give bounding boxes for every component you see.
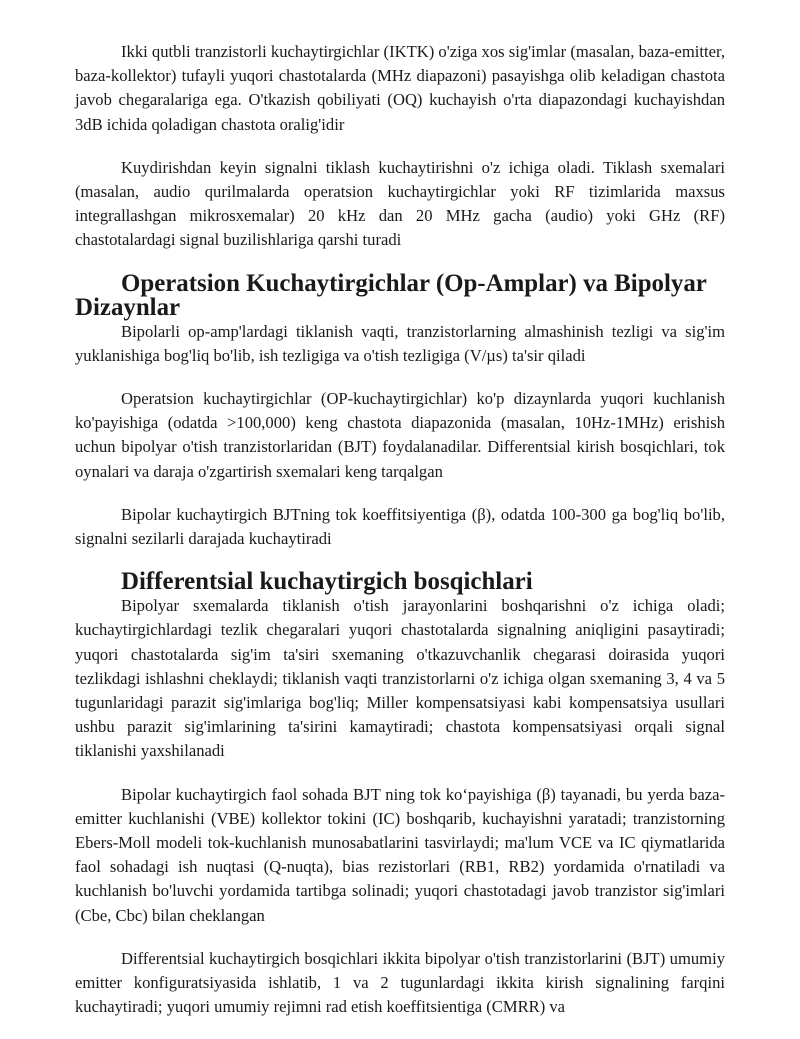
paragraph-op-amp-gain: Operatsion kuchaytirgichlar (OP-kuchaytirgichlar) ko'p dizaynlarda yuqori kuchlanish ko'payishiga (odatda >100,000) keng chastota diapazonida (masalan, 10Hz-1MHz) erishish uchun bipolyar o'tish tranzistorlaridan (BJT) foydalanadilar. Differentsial kirish bosqichlari, tok oynalari va daraja o'zgartirish sxemalari keng tarqalgan: [75, 389, 725, 481]
paragraph-beta-gain: Bipolar kuchaytirgich BJTning tok koeffitsiyentiga (β), odatda 100-300 ga bog'liq bo'lib, signalni sezilarli darajada kuchaytiradi: [75, 504, 725, 549]
paragraph-op-amp-recovery-time: Bipolarli op-amp'lardagi tiklanish vaqti, tranzistorlarning almashinish tezligi va sig'im yuklanishiga bog'liq bo'lib, ish tezligiga va o'tish tezligiga (V/µs) ta'sir qiladi: [75, 321, 725, 365]
section-heading-op-amps: Operatsion Kuchaytirgichlar (Op-Amplar) va Bipolyar Dizaynlar: [75, 269, 707, 321]
paragraph-iktk-frequency: Ikki qutbli tranzistorli kuchaytirgichlar (IKTK) o'ziga xos sig'imlar (masalan, baza-emitter, baza-kollektor) tufayli yuqori chastotalarda (MHz diapazoni) pasayishga olib keladigan chastota javob chegaralariga ega. O'tkazish qobiliyati (OQ) kuchayish o'rta diapazondagi kuchayishdan 3dB ichida qoladigan chastota oralig'idir: [75, 42, 725, 134]
paragraph-active-region: Bipolar kuchaytirgich faol sohada BJT ning tok ko‘payishiga (β) tayanadi, bu yerda baza-emitter kuchlanishi (VBE) kollektor tokini (IC) boshqarib, kuchayishni yaratadi; tranzistorning Ebers-Moll modeli tok-kuchlanish munosabatlarini tasvirlaydi; ma'lum VCE va IC qiymatlarida faol sohadagi ish nuqtasi (Q-nuqta), bias rezistorlari (RB1, RB2) yordamida o'rnatiladi va kuchlanish bo'luvchi yordamida tartibga solinadi; yuqori chastotadagi javob tranzistor sig'imlari (Cbe, Cbc) bilan cheklangan: [75, 784, 725, 925]
paragraph-signal-recovery: Kuydirishdan keyin signalni tiklash kuchaytirishni o'z ichiga oladi. Tiklash sxemalari (masalan, audio qurilmalarda operatsion kuchaytirgichlar yoki RF tizimlarida maxsus integrallashgan mikrosxemalar) 20 kHz dan 20 MHz gacha (audio) yoki GHz (RF) chastotalardagi signal buzilishlariga qarshi turadi: [75, 157, 725, 250]
paragraph-differential-amplifier: Differentsial kuchaytirgich bosqichlari ikkita bipolyar o'tish tranzistorlarini (BJT) umumiy emitter konfiguratsiyasida ishlatib, 1 va 2 tugunlardagi ikkita kirish signalining farqini kuchaytiradi; yuqori umumiy rejimni rad etish koeffitsientiga (CMRR) va: [75, 948, 725, 1017]
paragraph-bipolar-recovery: Bipolyar sxemalarda tiklanish o'tish jarayonlarini boshqarishni o'z ichiga oladi; kuchaytirgichlardagi tezlik chegaralari yuqori chastotalarda signalning aniqligini pasaytiradi; yuqori chastotalarda sig'im ta'siri sxemaning o'tkazuvchanlik chegarasi doirasida yuqori tezlikdagi ishlashni cheklaydi; tiklanish vaqti tranzistorlarni o'z ichiga olgan sxemaning 3, 4 va 5 tugunlaridagi parazit sig'imlariga bog'liq; Miller kompensatsiyasi kabi kompensatsiya usullari ushbu parazit sig'imlarining ta'sirini kamaytiradi; chastota kompensatsiyasi orqali signal tiklanishi yaxshilanadi: [75, 596, 725, 761]
document-page: [75, 40, 725, 1039]
section-heading-differential-stages: Differentsial kuchaytirgich bosqichlari: [121, 568, 533, 596]
